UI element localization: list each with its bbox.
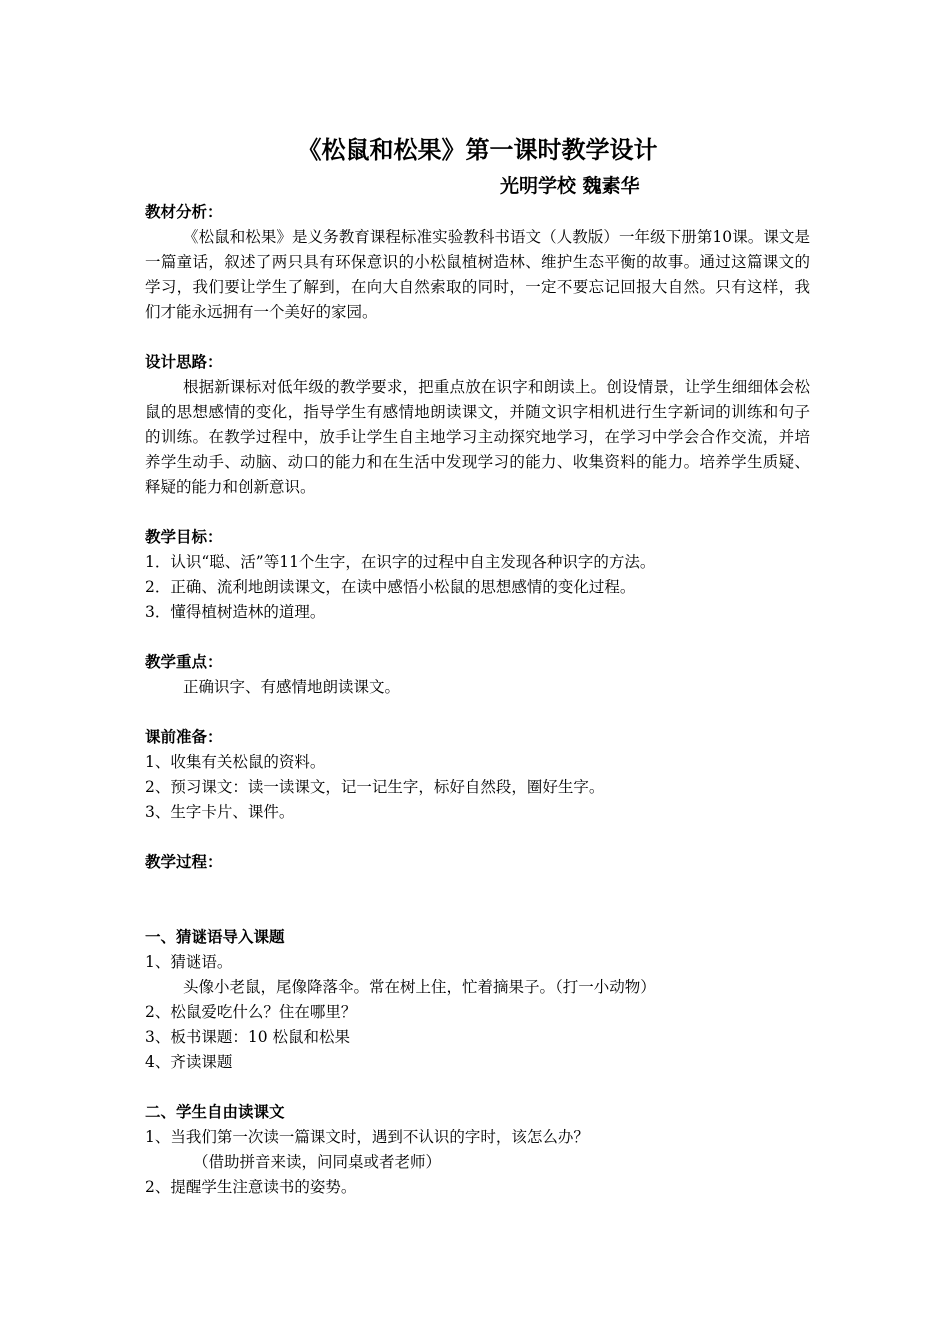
- section1-item: 3、板书课题：10 松鼠和松果: [145, 1028, 351, 1046]
- focus-heading: 教学重点：: [145, 653, 223, 671]
- section1-heading: 一、猜谜语导入课题: [145, 928, 285, 946]
- author-line: 光明学校 魏素华: [500, 175, 640, 197]
- material-paragraph: 《松鼠和松果》是义务教育课程标准实验教科书语文（人教版）一年级下册第10课。课文是一篇童话，叙述了两只具有环保意识的小松鼠植树造林、维护生态平衡的故事。通过这篇课文的学习，我们要让学生了解到，在向大自然索取的同时，一定不要忘记回报大自然。只有这样，我们才能永远拥有一个美好的家园。: [145, 228, 810, 321]
- material-heading: 教材分析：: [145, 203, 223, 221]
- process-heading: 教学过程：: [145, 853, 223, 871]
- spacer: [145, 625, 810, 650]
- spacer: [145, 1075, 810, 1100]
- goals-heading: 教学目标：: [145, 528, 223, 546]
- spacer: [145, 825, 810, 850]
- prep-item: 3、生字卡片、课件。: [145, 803, 295, 821]
- document-title: 《松鼠和松果》第一课时教学设计: [297, 136, 658, 164]
- focus-text: 正确识字、有感情地朗读课文。: [183, 678, 401, 696]
- section2-item: 2、提醒学生注意读书的姿势。: [145, 1178, 357, 1196]
- goal-item: 1．认识“聪、活”等11个生字，在识字的过程中自主发现各种识字的方法。: [145, 553, 656, 571]
- document-page: [145, 128, 810, 1200]
- prep-heading: 课前准备：: [145, 728, 223, 746]
- spacer: [145, 700, 810, 725]
- section1-item: 2、松鼠爱吃什么？住在哪里？: [145, 1003, 357, 1021]
- section1-item: 4、齐读课题: [145, 1053, 233, 1071]
- hint-text: （借助拼音来读，问同桌或者老师）: [193, 1153, 442, 1171]
- section2-item: 1、当我们第一次读一篇课文时，遇到不认识的字时，该怎么办？: [145, 1128, 589, 1146]
- prep-item: 2、预习课文：读一读课文，记一记生字，标好自然段，圈好生字。: [145, 778, 605, 796]
- prep-item: 1、收集有关松鼠的资料。: [145, 753, 326, 771]
- goal-item: 3．懂得植树造林的道理。: [145, 603, 326, 621]
- design-heading: 设计思路：: [145, 353, 223, 371]
- goal-item: 2．正确、流利地朗读课文，在读中感悟小松鼠的思想感情的变化过程。: [145, 578, 636, 596]
- riddle-text: 头像小老鼠，尾像降落伞。常在树上住，忙着摘果子。（打一小动物）: [183, 978, 656, 996]
- design-paragraph: 根据新课标对低年级的教学要求，把重点放在识字和朗读上。创设情景，让学生细细体会松鼠的思想感情的变化，指导学生有感情地朗读课文，并随文识字相机进行生字新词的训练和句子的训练。在教学过程中，放手让学生自主地学习主动探究地学习，在学习中学会合作交流，并培养学生动手、动脑、动口的能力和在生活中发现学习的能力、收集资料的能力。培养学生质疑、释疑的能力和创新意识。: [145, 378, 810, 496]
- section2-heading: 二、学生自由读课文: [145, 1103, 285, 1121]
- spacer: [145, 875, 810, 925]
- spacer: [145, 325, 810, 350]
- spacer: [145, 500, 810, 525]
- section1-item: 1、猜谜语。: [145, 953, 233, 971]
